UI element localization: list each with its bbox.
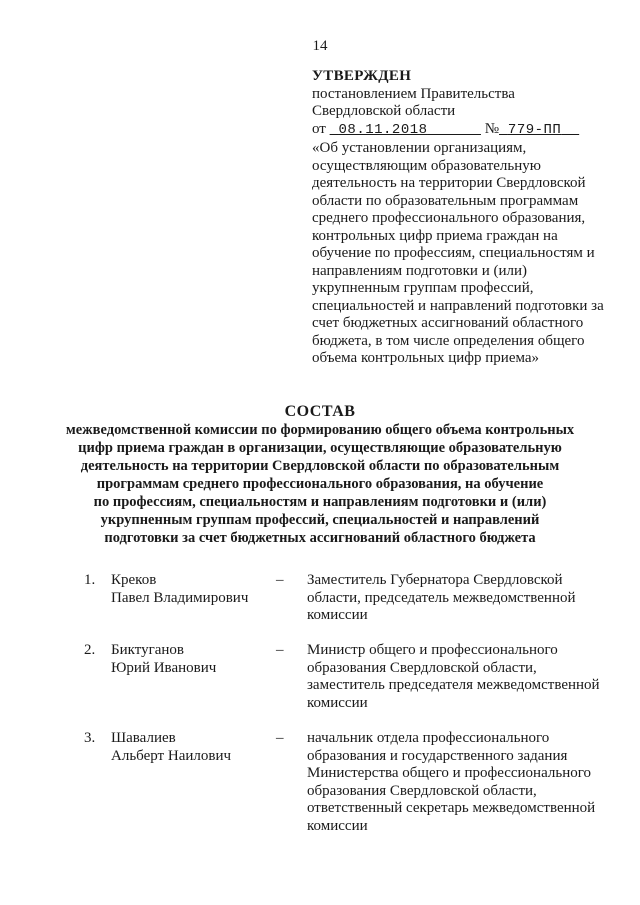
topic-line: осуществляющим образовательную: [312, 157, 541, 174]
topic-line: среднего профессионального образования,: [312, 210, 586, 226]
topic-line: «Об установлении организациям,: [312, 140, 527, 156]
member-dash: –: [276, 642, 284, 658]
document-title: СОСТАВ: [284, 403, 356, 420]
member-position: Министр общего и профессионального образования Свердловской области, заместитель председателя межведомственной комиссии: [307, 642, 600, 711]
member-given-name: Павел Владимирович: [111, 589, 249, 606]
member-surname: Шавалиев: [111, 730, 176, 746]
decree-date-line: [312, 121, 612, 140]
subtitle-line: по профессиям, специальностям и направлениям подготовки и (или): [93, 494, 547, 510]
member-position: Заместитель Губернатора Свердловской области, председатель межведомственной комиссии: [307, 572, 576, 623]
approval-line-2: Свердловской области: [312, 103, 456, 119]
approval-block: [312, 68, 612, 368]
member-number: 3.: [84, 730, 96, 746]
member-number: 2.: [84, 642, 96, 658]
number-prefix: №: [484, 120, 500, 137]
subtitle-line: цифр приема граждан в организации, осуществляющие образовательную: [78, 440, 562, 456]
member-name: [111, 642, 271, 677]
page-number: 14: [312, 38, 328, 54]
decree-date: 08.11.2018: [338, 121, 428, 138]
subtitle-line: межведомственной комиссии по формированию общего объема контрольных: [65, 422, 575, 438]
topic-line: бюджета, в том числе определения общего: [312, 332, 585, 349]
member-position: начальник отдела профессионального образования и государственного задания Министерства общего и профессионального образования Свердловской области, ответственный секретарь межведомственной комиссии: [307, 730, 596, 834]
subtitle-line: укрупненным группам профессий, специальностей и направлений: [100, 512, 540, 528]
topic-line: контрольных цифр приема граждан на: [312, 227, 558, 244]
subtitle-line: подготовки за счет бюджетных ассигнований областного бюджета: [104, 530, 536, 546]
topic-line: объема контрольных цифр приема»: [312, 350, 540, 366]
member-dash: –: [276, 572, 284, 588]
member-number: 1.: [84, 572, 96, 588]
subtitle-line: деятельность на территории Свердловской области по образовательным: [80, 458, 560, 474]
date-prefix: от: [312, 120, 326, 137]
member-name: [111, 730, 271, 765]
subtitle-line: программам среднего профессионального образования, на обучение: [96, 476, 544, 492]
topic-line: специальностей и направлений подготовки за: [312, 297, 604, 314]
decree-number: 779-ПП: [507, 121, 562, 138]
member-name: [111, 572, 271, 607]
member-given-name: Юрий Иванович: [111, 659, 217, 676]
member-surname: Креков: [111, 572, 157, 588]
topic-line: счет бюджетных ассигнований областного: [312, 315, 584, 331]
document-title-block: [40, 402, 600, 547]
member-dash: –: [276, 730, 284, 746]
member-surname: Биктуганов: [111, 642, 185, 658]
topic-line: укрупненным группам профессий,: [312, 280, 534, 296]
member-given-name: Альберт Наилович: [111, 747, 232, 764]
decree-topic: [312, 140, 612, 368]
topic-line: направлениям подготовки и (или): [312, 262, 528, 279]
document-subtitle: [40, 421, 600, 547]
approved-heading: УТВЕРЖДЕН: [312, 68, 412, 84]
topic-line: деятельность на территории Свердловской: [312, 175, 586, 191]
topic-line: области по образовательным программам: [312, 192, 579, 209]
topic-line: обучение по профессиям, специальностям и: [312, 245, 595, 261]
approval-line-1: постановлением Правительства: [312, 85, 515, 102]
